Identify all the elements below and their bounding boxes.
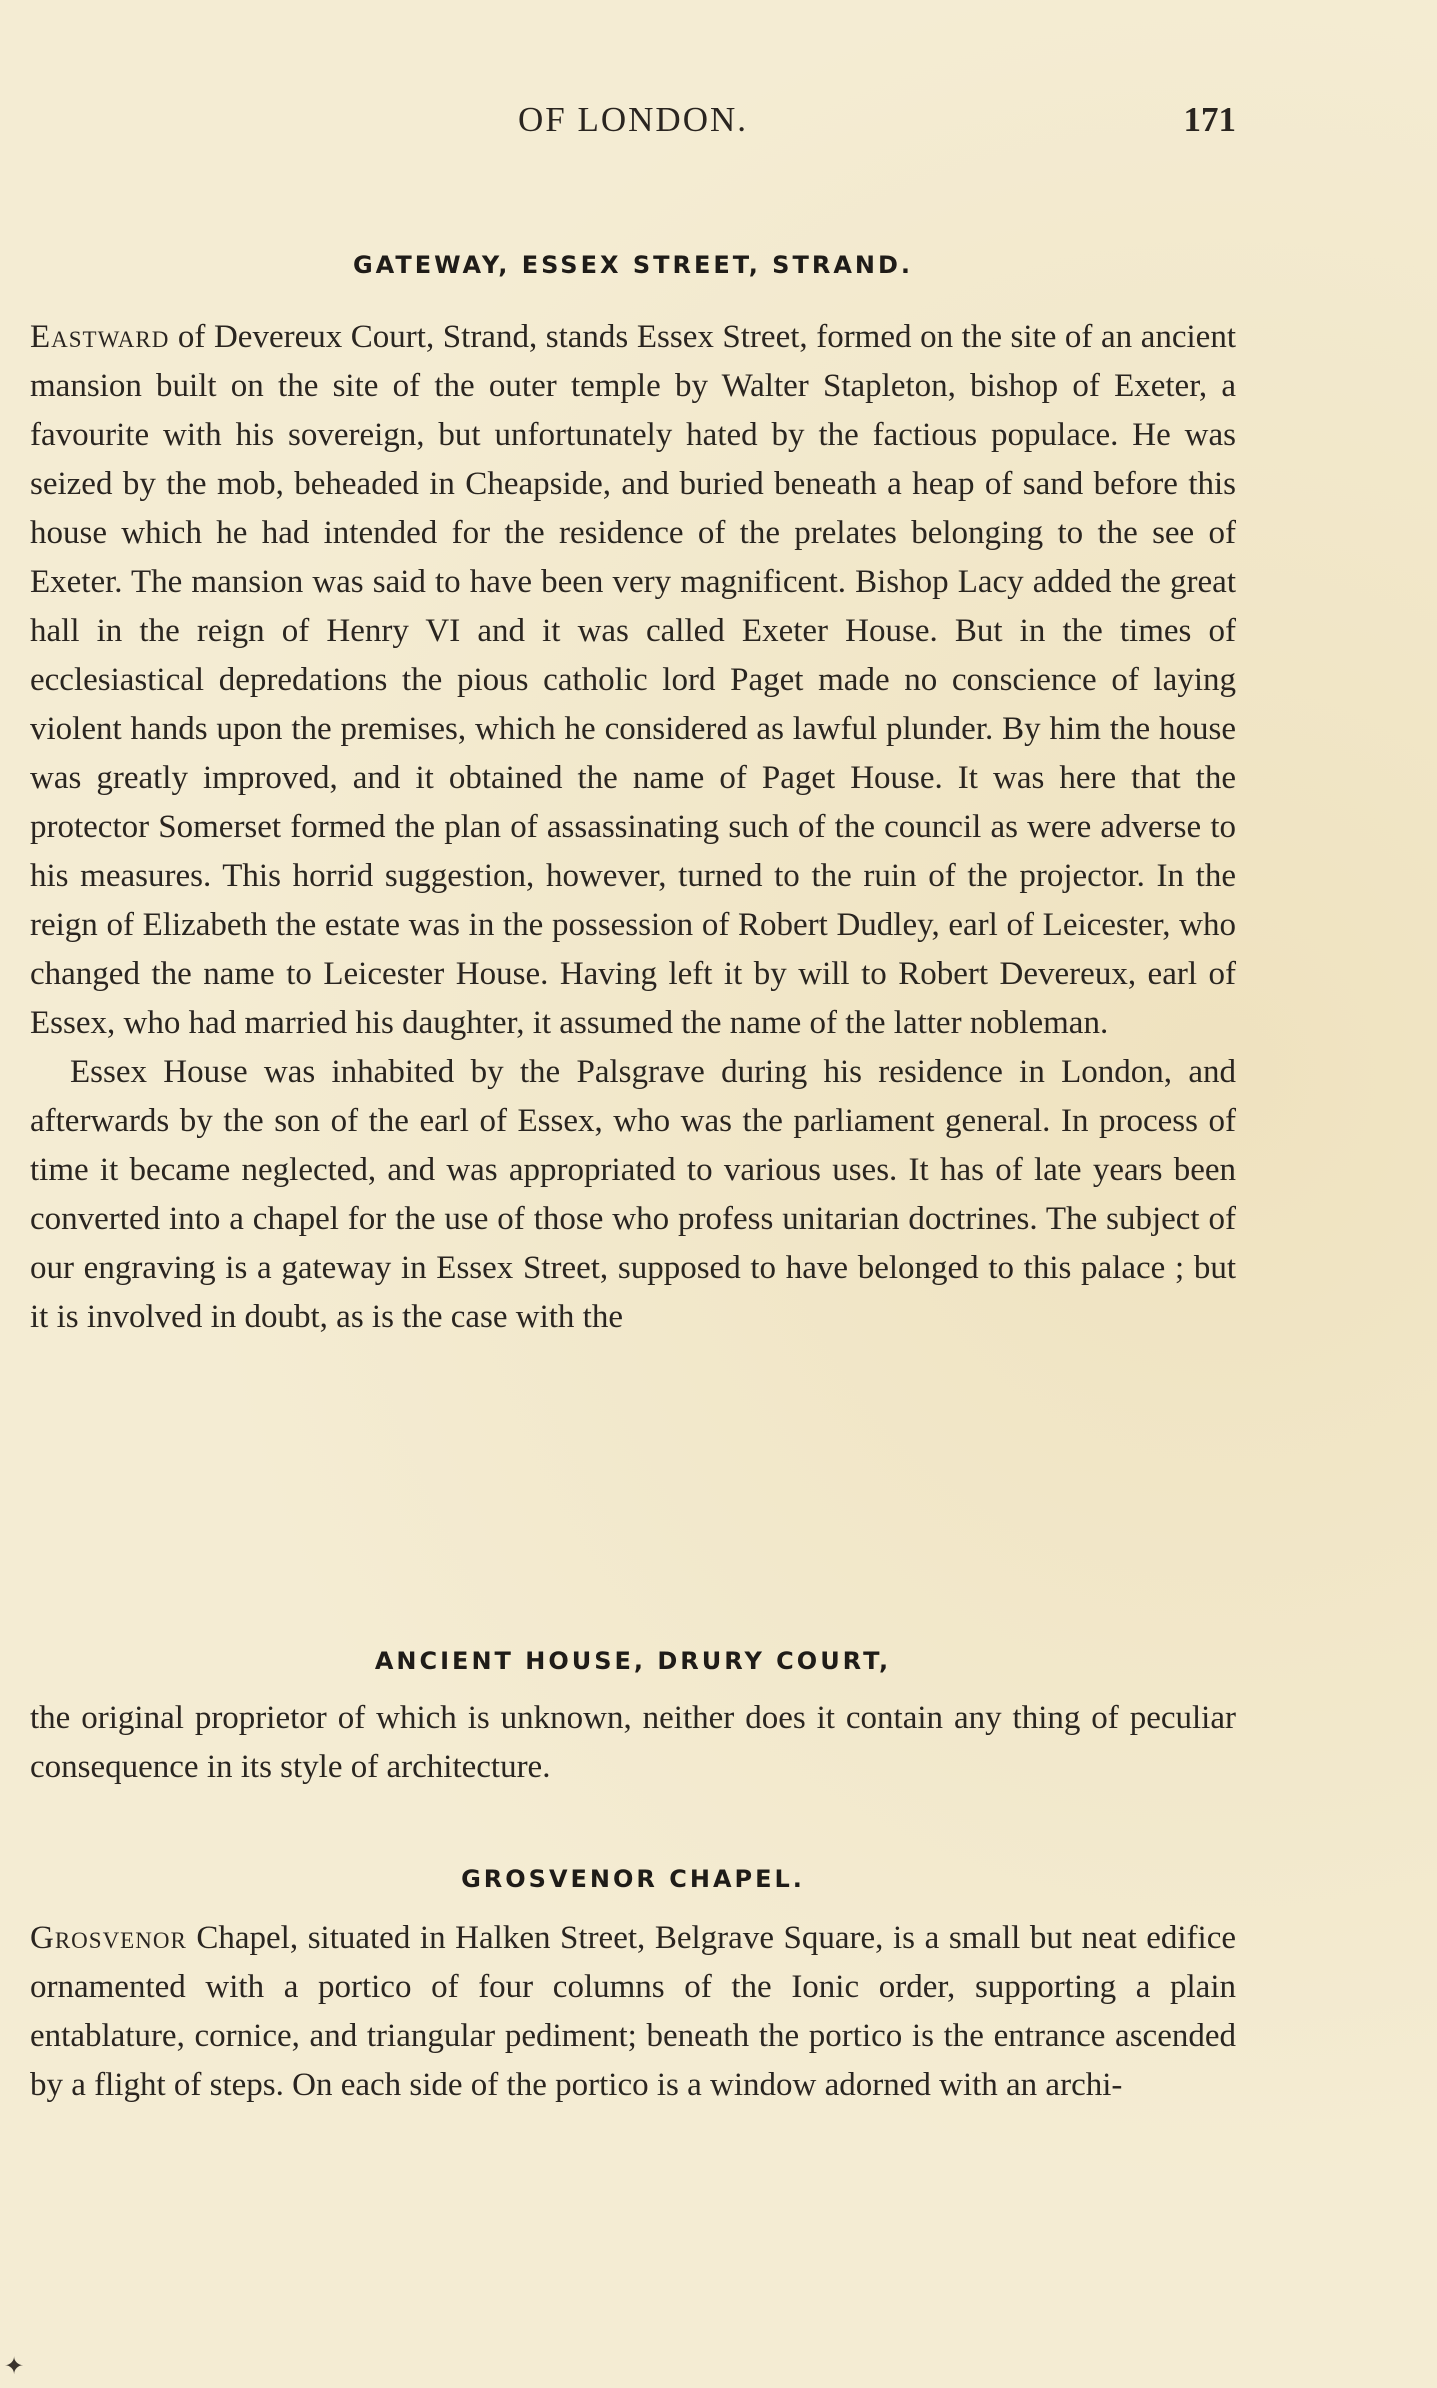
- ink-mark-icon: ✦: [4, 2354, 25, 2380]
- section-body-gateway: [30, 313, 1236, 1342]
- paragraph-text: Chapel, situated in Halken Street, Belgrave Square, is a small but neat edifice ornamented with a portico of four columns of the Ionic order, supporting a plain entablature, cornice, and triangular pediment; beneath the portico is the entrance ascended by a flight of steps. On each side of the portico is a window adorned with an archi-: [30, 1920, 1236, 2103]
- section-heading-gateway: GATEWAY, ESSEX STREET, STRAND.: [352, 251, 914, 279]
- paragraph: [30, 1048, 1236, 1342]
- running-title: OF LONDON.: [518, 100, 748, 139]
- section-heading-ancient-house: ANCIENT HOUSE, DRURY COURT,: [374, 1647, 892, 1675]
- paragraph: [30, 1914, 1236, 2110]
- section-body-grosvenor-chapel: [30, 1914, 1236, 2110]
- paragraph-lead-word: Eastward: [30, 319, 170, 355]
- running-head: [30, 100, 1236, 150]
- paragraph-text: the original proprietor of which is unknown, neither does it contain any thing of peculiar consequence in its style of architecture.: [30, 1700, 1236, 1785]
- page-number: 171: [1183, 100, 1236, 139]
- section-body-ancient-house: [30, 1694, 1236, 1792]
- paragraph: [30, 313, 1236, 1048]
- paragraph-lead-word: Grosvenor: [30, 1920, 187, 1956]
- paragraph-text: Essex House was inhabited by the Palsgrave during his residence in London, and afterwards by the son of the earl of Essex, who was the parliament general. In process of time it became neglected, and was appropriated to various uses. It has of late years been converted into a chapel for the use of those who profess unitarian doctrines. The subject of our engraving is a gateway in Essex Street, supposed to have belonged to this palace ; but it is involved in doubt, as is the case with the: [30, 1054, 1236, 1335]
- paragraph: [30, 1694, 1236, 1792]
- book-page: [30, 0, 1236, 2388]
- paragraph-text: of Devereux Court, Strand, stands Essex Street, formed on the site of an ancient mansion built on the site of the outer temple by Walter Stapleton, bishop of Exeter, a favourite with his sovereign, but unfortunately hated by the factious populace. He was seized by the mob, beheaded in Cheapside, and buried beneath a heap of sand before this house which he had intended for the residence of the prelates belonging to the see of Exeter. The mansion was said to have been very magnificent. Bishop Lacy added the great hall in the reign of Henry VI and it was called Exeter House. But in the times of ecclesiastical depredations the pious catholic lord Paget made no conscience of laying violent hands upon the premises, which he considered as lawful plunder. By him the house was greatly improved, and it obtained the name of Paget House. It was here that the protector Somerset formed the plan of assassinating such of the council as were adverse to his measures. This horrid suggestion, however, turned to the ruin of the projector. In the reign of Elizabeth the estate was in the possession of Robert Dudley, earl of Leicester, who changed the name to Leicester House. Having left it by will to Robert Devereux, earl of Essex, who had married his daughter, it assumed the name of the latter nobleman.: [30, 319, 1236, 1041]
- section-heading-grosvenor-chapel: GROSVENOR CHAPEL.: [461, 1865, 805, 1893]
